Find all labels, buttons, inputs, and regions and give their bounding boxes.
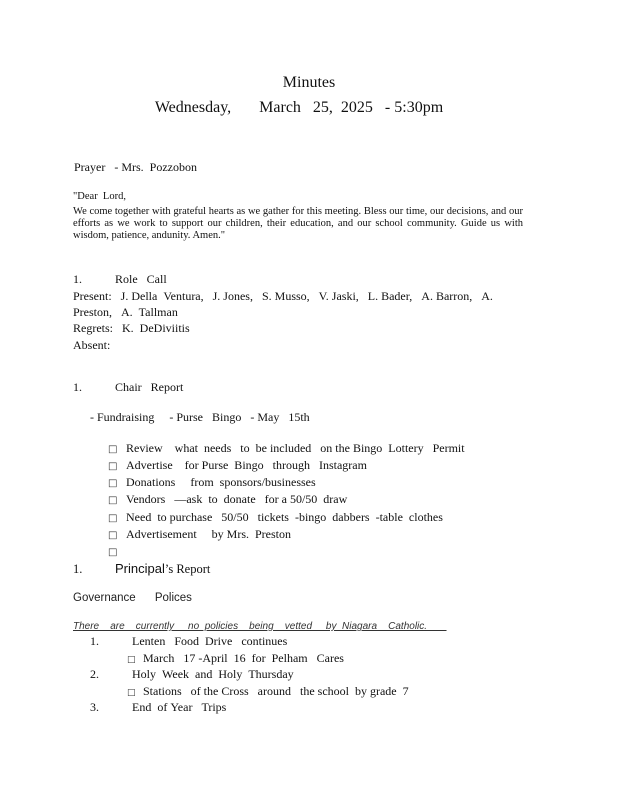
sub-item-text: Stations of the Cross around the school by grade 7	[143, 684, 409, 698]
absent-line: Absent:	[73, 338, 111, 352]
section-title-suffix: ’s Report	[164, 562, 211, 576]
item-number: 2.	[90, 667, 99, 681]
section-title: Role Call	[115, 272, 167, 286]
role-call-heading	[73, 272, 167, 287]
chair-report-heading	[73, 380, 183, 395]
principal-report-heading	[73, 561, 210, 577]
meeting-date: Wednesday, March 25, 2025 - 5:30pm	[154, 99, 444, 116]
checkbox-bullet-icon: □	[108, 513, 118, 524]
prayer-heading: Prayer - Mrs. Pozzobon	[74, 160, 197, 174]
item-text: Holy Week and Holy Thursday	[132, 667, 294, 681]
checkbox-bullet-icon: □	[108, 547, 118, 558]
section-title: Principal	[115, 561, 165, 576]
fundraising-line: - Fundraising - Purse Bingo - May 15th	[90, 410, 310, 424]
list-item: □ Review what needs to be included on the Bingo Lottery Permit	[108, 441, 465, 455]
item-number: 1.	[90, 634, 99, 648]
prayer-text: We come together with grateful hearts as we gather for this meeting. Bless our time, our decisions, and our efforts as we work to support our children, their education, and our school community. Guide us with wisdom, patience, andunity. Amen."	[73, 206, 523, 241]
list-item	[108, 544, 126, 559]
list-item	[90, 700, 226, 715]
present-line-1: Present: J. Della Ventura, J. Jones, S. Musso, V. Jaski, L. Bader, A. Barron, A.	[73, 289, 493, 303]
item-text: End of Year Trips	[132, 700, 227, 714]
section-title: Chair Report	[115, 380, 184, 394]
list-item: □ Vendors —ask to donate for a 50/50 draw	[108, 492, 348, 506]
checkbox-bullet-icon: □	[108, 530, 118, 541]
governance-note: There are currently no policies being vetted by Niagara Catholic.	[73, 621, 447, 632]
sub-list-item	[127, 684, 409, 699]
section-number: 1.	[73, 380, 82, 394]
checkbox-bullet-icon: □	[108, 495, 118, 506]
checkbox-bullet-icon: □	[108, 444, 118, 455]
section-number: 1.	[73, 272, 82, 286]
list-item: □ Need to purchase 50/50 tickets -bingo dabbers -table clothes	[108, 510, 443, 524]
item-text: Lenten Food Drive continues	[132, 634, 288, 648]
governance-heading: Governance Polices	[73, 592, 192, 604]
prayer-text-first-line: "Dear Lord,	[73, 191, 126, 202]
checkbox-bullet-icon: □	[127, 655, 136, 665]
checkbox-bullet-icon: □	[127, 688, 136, 698]
sub-list-item	[127, 651, 344, 666]
list-item: □ Advertisement by Mrs. Preston	[108, 527, 291, 541]
item-number: 3.	[90, 700, 99, 714]
checkbox-bullet-icon: □	[108, 461, 118, 472]
regrets-line: Regrets: K. DeDiviitis	[73, 321, 190, 335]
sub-item-text: March 17 -April 16 for Pelham Cares	[143, 651, 344, 665]
list-item	[90, 634, 287, 649]
checkbox-bullet-icon: □	[108, 478, 118, 489]
document-title: Minutes	[282, 74, 336, 91]
list-item: □ Advertise for Purse Bingo through Instagram	[108, 458, 367, 472]
list-item: □ Donations from sponsors/businesses	[108, 475, 316, 489]
list-item	[90, 667, 294, 682]
present-line-2: Preston, A. Tallman	[73, 305, 178, 319]
section-number: 1.	[73, 562, 83, 576]
